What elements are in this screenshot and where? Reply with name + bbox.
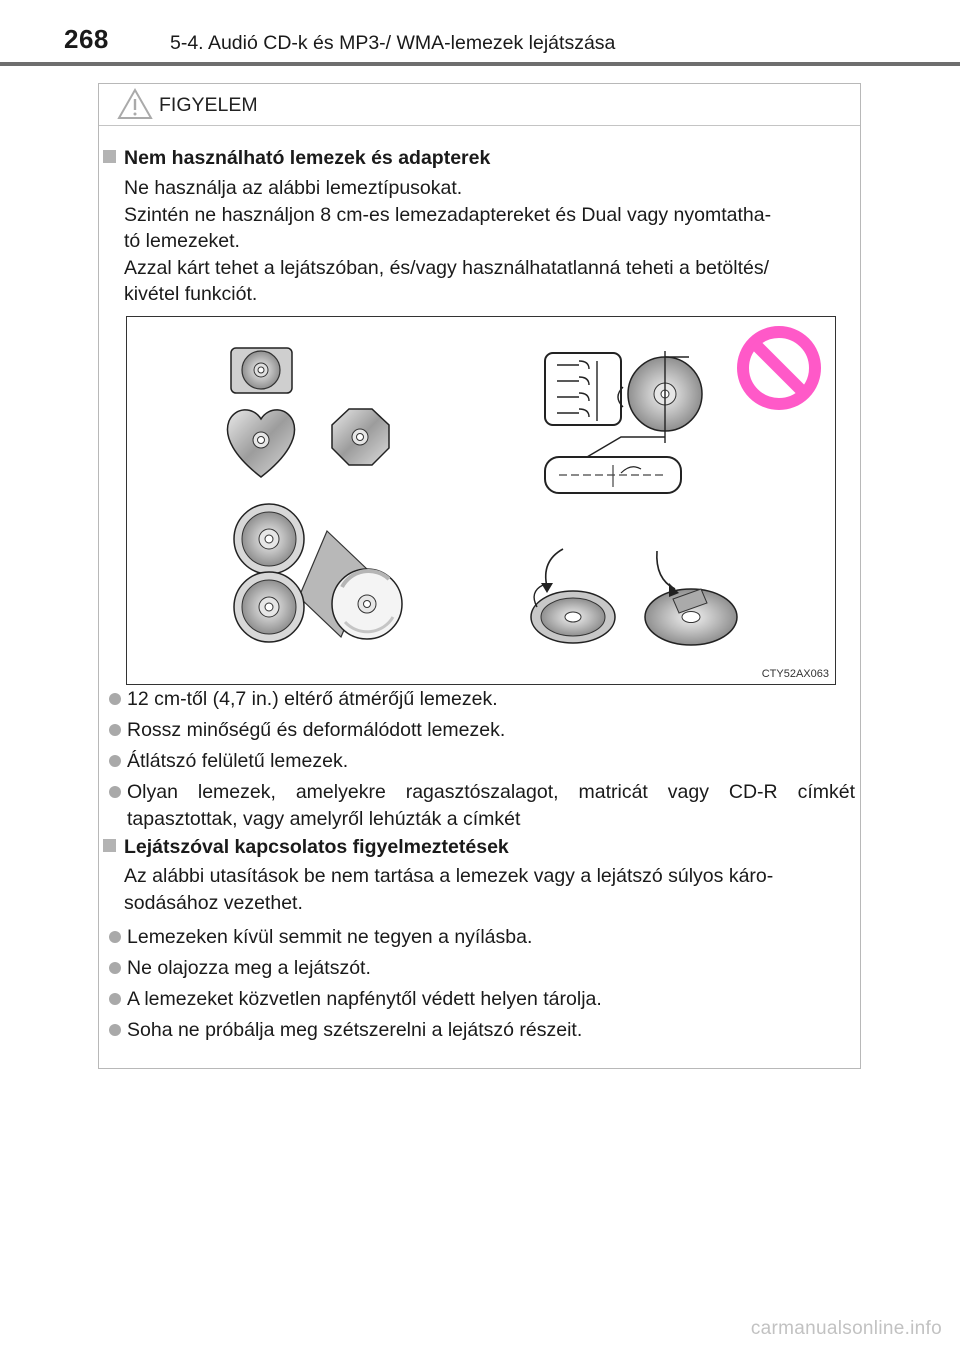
chapter-title: 5-4. Audió CD-k és MP3-/ WMA-lemezek lejátszása bbox=[170, 32, 616, 54]
warning-box bbox=[98, 83, 861, 1069]
bullet-item: A lemezeket közvetlen napfénytől védett helyen tárolja. bbox=[105, 986, 855, 1013]
paragraph-line: tó lemezeket. bbox=[124, 230, 240, 252]
bullet-dot-icon bbox=[109, 962, 121, 974]
bullet-dot-icon bbox=[109, 1024, 121, 1036]
discs-drawing bbox=[127, 317, 837, 686]
page-number: 268 bbox=[64, 24, 109, 54]
header-rule bbox=[0, 62, 960, 66]
transparent-disc-icon bbox=[332, 569, 402, 639]
bullet-dot-icon bbox=[109, 724, 121, 736]
paragraph-line: Azzal kárt tehet a lejátszóban, és/vagy használhatatlanná teheti a betöltés/ bbox=[124, 256, 769, 279]
paragraph-line: Ne használja az alábbi lemeztípusokat. bbox=[124, 177, 463, 199]
bullet-item: Rossz minőségű és deformálódott lemezek. bbox=[105, 717, 855, 744]
paragraph-line: Az alábbi utasítások be nem tartása a lemezek vagy a lejátszó súlyos káro- bbox=[124, 865, 774, 887]
section-heading-unusable-discs bbox=[103, 147, 490, 170]
square-disc-icon bbox=[231, 348, 292, 393]
section-heading-text: Lejátszóval kapcsolatos figyelmeztetések bbox=[124, 836, 509, 858]
square-bullet-icon bbox=[103, 150, 116, 163]
watermark: carmanualsonline.info bbox=[750, 1318, 942, 1339]
bullet-dot-icon bbox=[109, 786, 121, 798]
bullet-item: Ne olajozza meg a lejátszót. bbox=[105, 955, 855, 982]
section-heading-text: Nem használható lemezek és adapterek bbox=[124, 147, 491, 169]
bullet-dot-icon bbox=[109, 993, 121, 1005]
bullet-item: Olyan lemezek, amelyekre ragasztószalagot, matricát vagy CD-R címkét tapasztottak, vagy amelyről lehúzták a címkét bbox=[105, 779, 855, 832]
bullet-item: Soha ne próbálja meg szétszerelni a lejátszó részeit. bbox=[105, 1017, 855, 1044]
warning-header bbox=[99, 84, 860, 126]
section-heading-player-warnings bbox=[103, 836, 509, 859]
bullet-dot-icon bbox=[109, 755, 121, 767]
bullet-dot-icon bbox=[109, 931, 121, 943]
paragraph-line: Szintén ne használjon 8 cm-es lemezadaptereket és Dual vagy nyomtatha- bbox=[124, 203, 772, 226]
heart-disc-icon bbox=[227, 410, 294, 477]
figure-code: CTY52AX063 bbox=[761, 668, 829, 680]
octagon-disc-icon bbox=[332, 409, 389, 465]
taped-disc-icon bbox=[645, 551, 737, 645]
bullet-item: Átlátszó felületű lemezek. bbox=[105, 748, 855, 775]
square-bullet-icon bbox=[103, 839, 116, 852]
warning-triangle-icon bbox=[117, 88, 153, 120]
unusable-discs-illustration bbox=[126, 316, 836, 685]
peeled-label-disc-icon bbox=[531, 549, 615, 643]
bullet-item: 12 cm-től (4,7 in.) eltérő átmérőjű lemezek. bbox=[105, 686, 855, 713]
paragraph-line: sodásához vezethet. bbox=[124, 891, 303, 914]
dual-disc-closeup-icon bbox=[545, 351, 702, 493]
warning-title: FIGYELEM bbox=[159, 94, 258, 116]
prohibition-icon bbox=[743, 332, 815, 404]
page-header bbox=[0, 0, 960, 66]
bullet-dot-icon bbox=[109, 693, 121, 705]
paragraph-line: kivétel funkciót. bbox=[124, 283, 258, 305]
bullet-item: Lemezeken kívül semmit ne tegyen a nyílásba. bbox=[105, 924, 855, 951]
